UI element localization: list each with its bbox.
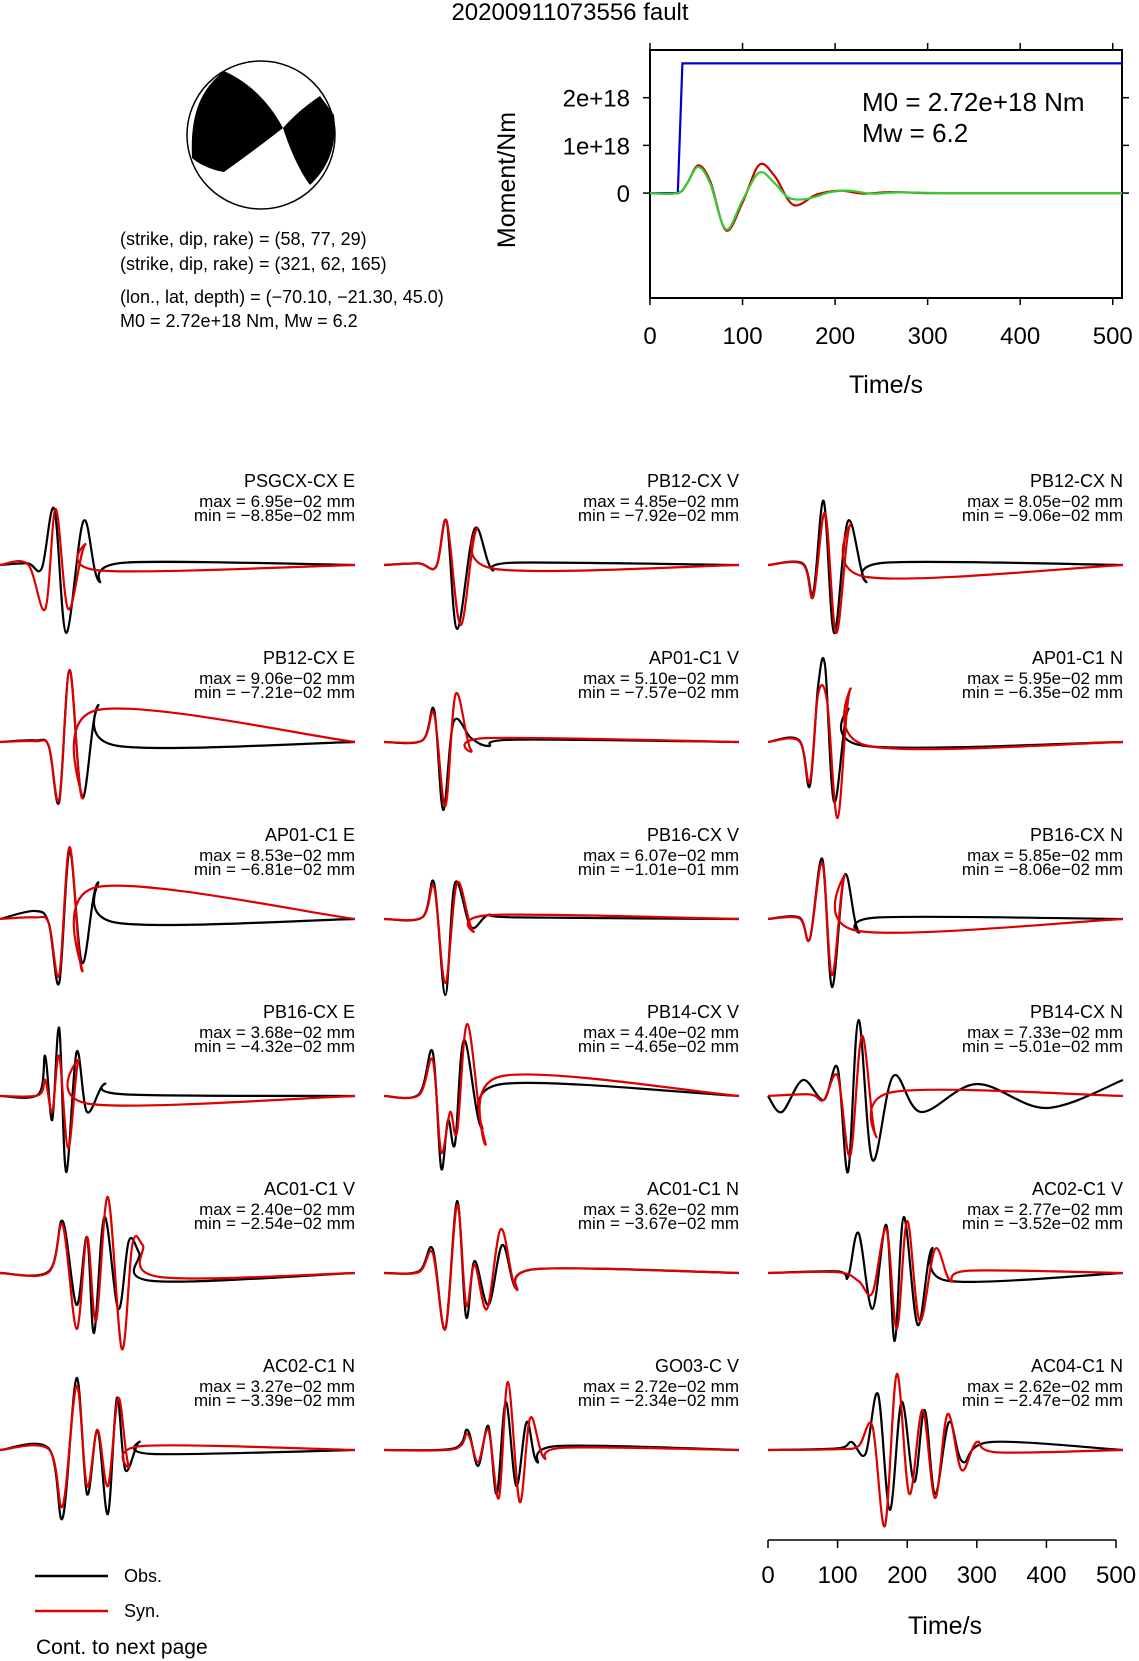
moment-y-tick-label: 2e+18 [562, 85, 630, 113]
moment-series-line [650, 167, 1122, 230]
max-amplitude-label: max = 8.05e−02 mm [967, 492, 1123, 511]
waveform-panel [384, 1002, 739, 1170]
time-axis-tick-label: 500 [1096, 1562, 1137, 1589]
max-amplitude-label: max = 3.68e−02 mm [199, 1023, 355, 1042]
moment-x-tick-label: 0 [643, 323, 657, 350]
max-amplitude-label: max = 5.85e−02 mm [967, 846, 1123, 865]
moment-x-axis-label: Time/s [848, 371, 924, 399]
station-label: PB14-CX N [1029, 1002, 1123, 1022]
waveform-panel [768, 1002, 1123, 1172]
station-label: AP01-C1 E [264, 825, 355, 845]
min-amplitude-label: min = −2.47e−02 mm [961, 1391, 1123, 1410]
min-amplitude-label: min = −6.81e−02 mm [193, 860, 355, 879]
station-label: PB12-CX E [262, 648, 355, 668]
min-amplitude-label: min = −7.21e−02 mm [193, 683, 355, 702]
min-amplitude-label: min = −7.92e−02 mm [577, 506, 739, 525]
waveform-panel [384, 825, 739, 995]
waveform-panel [384, 471, 739, 629]
station-label: PSGCX-CX E [243, 471, 355, 491]
max-amplitude-label: max = 7.33e−02 mm [967, 1023, 1123, 1042]
min-amplitude-label: min = −3.52e−02 mm [961, 1214, 1123, 1233]
time-axis-tick-label: 100 [817, 1562, 858, 1589]
moment-x-tick-label: 500 [1092, 323, 1133, 350]
waveform-panel [384, 1356, 739, 1502]
min-amplitude-label: min = −4.32e−02 mm [193, 1037, 355, 1056]
waveform-panel [0, 471, 355, 633]
max-amplitude-label: max = 4.40e−02 mm [583, 1023, 739, 1042]
station-label: AC01-C1 V [263, 1179, 355, 1199]
waveform-panel [384, 648, 739, 810]
waveform-panel [0, 1002, 355, 1172]
max-amplitude-label: max = 6.07e−02 mm [583, 846, 739, 865]
station-label: PB14-CX V [646, 1002, 739, 1022]
moment-annotation-mw: Mw = 6.2 [862, 118, 969, 148]
min-amplitude-label: min = −7.57e−02 mm [577, 683, 739, 702]
synthetic-waveform [768, 513, 1123, 633]
station-label: GO03-C V [654, 1356, 739, 1376]
time-axis-tick-label: 300 [956, 1562, 997, 1589]
max-amplitude-label: max = 4.85e−02 mm [583, 492, 739, 511]
station-label: PB16-CX E [262, 1002, 355, 1022]
waveform-panel [768, 825, 1123, 987]
moment-x-tick-label: 200 [815, 323, 856, 350]
time-axis-tick-label: 400 [1026, 1562, 1067, 1589]
min-amplitude-label: min = −3.39e−02 mm [193, 1391, 355, 1410]
max-amplitude-label: max = 3.27e−02 mm [199, 1377, 355, 1396]
max-amplitude-label: max = 9.06e−02 mm [199, 669, 355, 688]
max-amplitude-label: max = 2.72e−02 mm [583, 1377, 739, 1396]
synthetic-waveform [768, 1221, 1123, 1329]
mechanism-line-2: (strike, dip, rake) = (321, 62, 165) [120, 254, 387, 274]
waveform-panel [0, 648, 355, 804]
legend-obs-label: Obs. [124, 1566, 163, 1586]
moment-rate-chart [493, 43, 1133, 399]
time-axis-label: Time/s [907, 1612, 983, 1640]
max-amplitude-label: max = 5.10e−02 mm [583, 669, 739, 688]
station-label: AP01-C1 N [1031, 648, 1123, 668]
min-amplitude-label: min = −4.65e−02 mm [577, 1037, 739, 1056]
legend [35, 1566, 162, 1621]
observed-waveform [384, 881, 739, 995]
max-amplitude-label: max = 3.62e−02 mm [583, 1200, 739, 1219]
max-amplitude-label: max = 6.95e−02 mm [199, 492, 355, 511]
moment-x-tick-label: 400 [1000, 323, 1041, 350]
max-amplitude-label: max = 5.95e−02 mm [967, 669, 1123, 688]
max-amplitude-label: max = 2.77e−02 mm [967, 1200, 1123, 1219]
min-amplitude-label: min = −9.06e−02 mm [961, 506, 1123, 525]
moment-y-axis-label: Moment/Nm [493, 111, 521, 249]
time-axis-tick-label: 0 [761, 1562, 775, 1589]
continuation-note: Cont. to next page [36, 1636, 208, 1659]
figure-title: 20200911073556 fault [451, 0, 689, 26]
mechanism-line-1: (strike, dip, rake) = (58, 77, 29) [120, 229, 367, 249]
station-label: PB16-CX N [1029, 825, 1123, 845]
focal-mechanism-beachball [187, 61, 335, 209]
waveform-panel [0, 825, 355, 985]
mechanism-info [120, 229, 444, 331]
moment-annotation-m0: M0 = 2.72e+18 Nm [862, 87, 1085, 117]
moment-y-tick-label: 0 [616, 181, 630, 209]
station-label: AC04-C1 N [1030, 1356, 1123, 1376]
min-amplitude-label: min = −8.06e−02 mm [961, 860, 1123, 879]
waveform-grid [0, 471, 1123, 1527]
min-amplitude-label: min = −6.35e−02 mm [961, 683, 1123, 702]
min-amplitude-label: min = −8.85e−02 mm [193, 506, 355, 525]
synthetic-waveform [0, 1056, 355, 1148]
synthetic-waveform [384, 520, 739, 625]
station-label: PB12-CX V [646, 471, 739, 491]
moment-x-tick-label: 300 [907, 323, 948, 350]
max-amplitude-label: max = 2.62e−02 mm [967, 1377, 1123, 1396]
min-amplitude-label: min = −3.67e−02 mm [577, 1214, 739, 1233]
station-label: PB12-CX N [1029, 471, 1123, 491]
waveform-panel [768, 648, 1123, 818]
min-amplitude-label: min = −2.34e−02 mm [577, 1391, 739, 1410]
observed-waveform [768, 1217, 1123, 1341]
min-amplitude-label: min = −1.01e−01 mm [577, 860, 739, 879]
station-label: AC02-C1 V [1031, 1179, 1123, 1199]
waveform-panel [0, 1356, 355, 1519]
waveform-panel [0, 1179, 355, 1349]
observed-waveform [384, 708, 739, 810]
waveform-panel [768, 1356, 1123, 1527]
station-label: AP01-C1 V [648, 648, 739, 668]
waveform-panel [768, 1179, 1123, 1341]
min-amplitude-label: min = −2.54e−02 mm [193, 1214, 355, 1233]
station-label: AC02-C1 N [262, 1356, 355, 1376]
moment-x-tick-label: 100 [722, 323, 763, 350]
synthetic-waveform [768, 685, 1123, 818]
legend-syn-label: Syn. [124, 1601, 161, 1621]
mechanism-line-3: (lon., lat, depth) = (−70.10, −21.30, 45.0) [120, 287, 444, 307]
observed-waveform [384, 520, 739, 629]
min-amplitude-label: min = −5.01e−02 mm [961, 1037, 1123, 1056]
time-axis-tick-label: 200 [887, 1562, 928, 1589]
station-label: AC01-C1 N [646, 1179, 739, 1199]
moment-y-tick-label: 1e+18 [562, 133, 630, 161]
max-amplitude-label: max = 2.40e−02 mm [199, 1200, 355, 1219]
max-amplitude-label: max = 8.53e−02 mm [199, 846, 355, 865]
mechanism-line-4: M0 = 2.72e+18 Nm, Mw = 6.2 [120, 311, 358, 331]
synthetic-waveform [384, 882, 739, 983]
waveform-time-axis [761, 1540, 1136, 1640]
waveform-panel [384, 1179, 739, 1330]
station-label: PB16-CX V [646, 825, 739, 845]
waveform-panel [768, 471, 1123, 633]
